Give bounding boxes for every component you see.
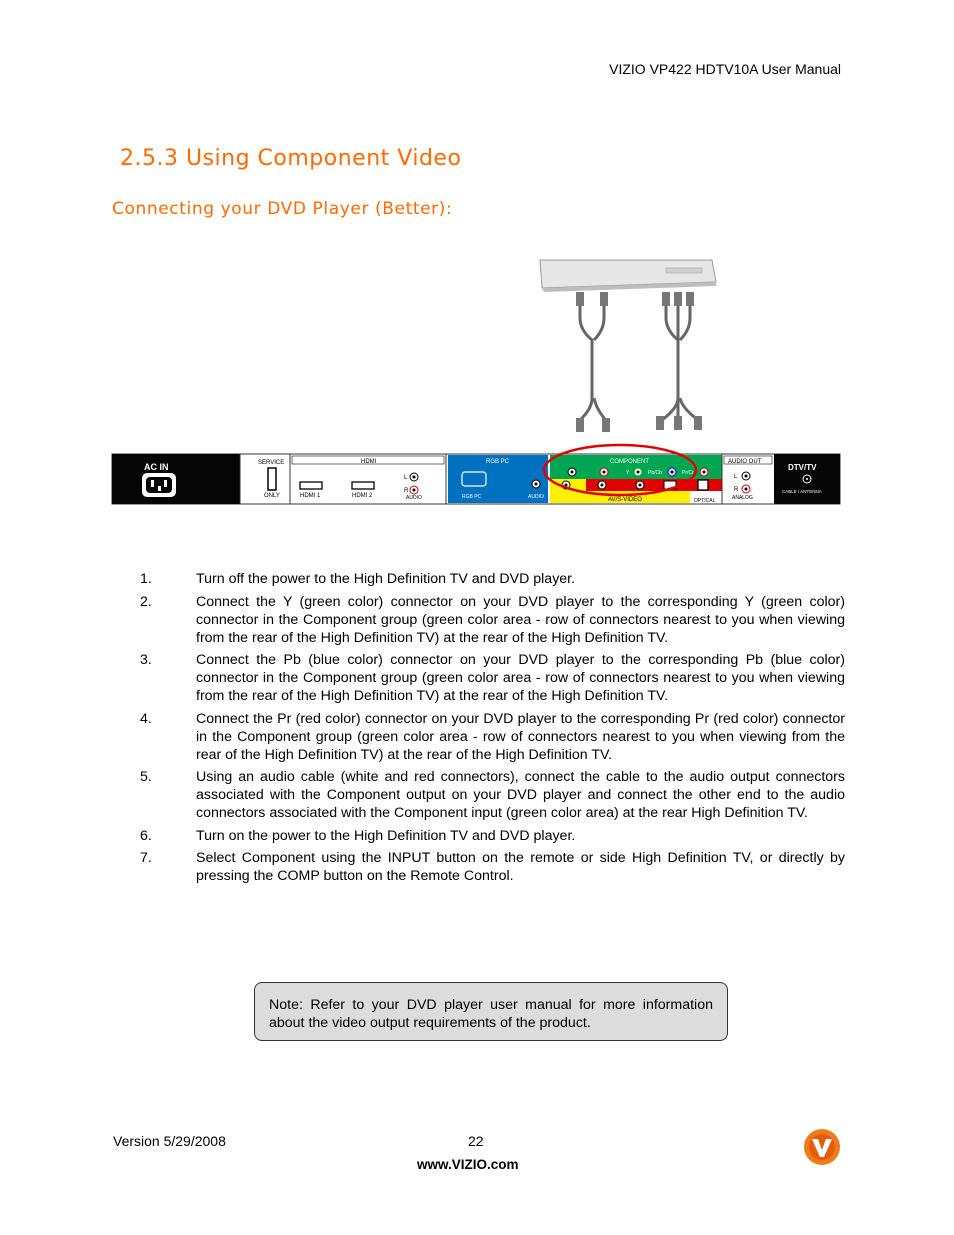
step-text: Turn off the power to the High Definition TV and DVD player.	[196, 571, 576, 587]
step-6	[140, 827, 845, 845]
hdmi2-label: HDMI 2	[352, 493, 373, 499]
step-text: Connect the Pb (blue color) connector on your DVD player to the corresponding Pb (blue color) connector in the Component group (green color area - row of connectors nearest to you when viewing from the rear of the High Definition TV) at the rear of the High Definition TV.	[196, 652, 845, 704]
audio-cable-illustration	[580, 296, 606, 426]
step-5	[140, 768, 845, 822]
rgb-pc-port-label: RGB PC	[462, 494, 482, 500]
hdmi-label: HDMI	[361, 459, 377, 465]
service-label: SERVICE	[258, 460, 285, 466]
component-label: COMPONENT	[610, 459, 649, 465]
vga-port-icon	[462, 472, 486, 486]
step-text: Using an audio cable (white and red connectors), connect the cable to the audio output connectors associated with the Component output on your DVD player and connect the other end to the audio connectors associated with the Component input (green color area) at the rear High Definition TV.	[196, 769, 845, 821]
step-4	[140, 710, 845, 764]
vizio-logo-icon	[803, 1128, 841, 1166]
connection-diagram	[110, 248, 842, 510]
footer-version: Version 5/29/2008	[113, 1133, 226, 1149]
cable-antenna-label: CABLE / ANTENNA	[782, 489, 822, 494]
step-number: 4.	[140, 710, 152, 727]
step-number: 6.	[140, 827, 152, 844]
step-text: Connect the Y (green color) connector on your DVD player to the corresponding Y (green color) connector in the Component group (green color area - row of connectors nearest to you when viewing from the rear of the High Definition TV) at the rear of the High Definition TV.	[196, 593, 845, 646]
hdmi1-label: HDMI 1	[300, 493, 321, 499]
service-port-icon	[268, 468, 276, 490]
component-y-label: Y	[626, 470, 630, 476]
step-number: 5.	[140, 769, 152, 785]
ac-in-label: AC IN	[144, 462, 169, 472]
step-7	[140, 849, 845, 885]
power-socket-icon	[142, 473, 176, 497]
page-number: 22	[468, 1133, 484, 1149]
hdmi-audio-label: AUDIO	[406, 495, 422, 501]
component-pr-label: Pr/Cr	[682, 470, 694, 476]
section-subtitle: Connecting your DVD Player (Better):	[112, 199, 453, 219]
component-pb-label: Pb/Cb	[648, 470, 662, 476]
section-title: 2.5.3 Using Component Video	[120, 146, 462, 171]
note-box	[254, 982, 728, 1041]
instruction-steps	[140, 570, 845, 890]
manual-title: VIZIO VP422 HDTV10A User Manual	[609, 61, 841, 77]
rgb-audio-label: AUDIO	[528, 494, 544, 500]
footer-url: www.VIZIO.com	[417, 1157, 519, 1172]
step-text: Select Component using the INPUT button on the remote or side High Definition TV, or directly by pressing the COMP button on the Remote Control.	[196, 850, 845, 884]
optical-port-icon	[698, 480, 708, 490]
step-number: 3.	[140, 652, 152, 668]
step-number: 7.	[140, 850, 152, 866]
step-1	[140, 570, 845, 588]
analog-label: ANALOG	[732, 495, 753, 501]
step-text: Connect the Pr (red color) connector on your DVD player to the corresponding Pr (red color) connector in the Component group (green color area - row of connectors nearest to you when viewing from the rear of the High Definition TV) at the rear of the High Definition TV.	[196, 710, 845, 763]
av-svideo-label: AV/S-VIDEO	[608, 497, 642, 503]
audio-out-r-label: R	[734, 487, 739, 493]
step-3	[140, 651, 845, 705]
tv-rear-panel	[112, 445, 840, 504]
audio-out-l-label: L	[734, 474, 738, 480]
component-cable-illustration	[662, 296, 698, 420]
rgb-pc-label: RGB PC	[486, 459, 510, 465]
step-text: Turn on the power to the High Definition TV and DVD player.	[196, 827, 576, 844]
hdmi2-port-icon	[352, 482, 374, 489]
dvd-player-illustration	[540, 260, 716, 292]
step-2	[140, 593, 845, 647]
service-only-label: ONLY	[264, 493, 280, 499]
dtv-tv-label: DTV/TV	[788, 463, 817, 472]
hdmi1-port-icon	[300, 482, 322, 489]
hdmi-audio-l-label: L	[404, 475, 408, 481]
note-text: Note: Refer to your DVD player user manual for more information about the video output requirements of the product.	[269, 997, 713, 1031]
hdmi-audio-r-label: R	[404, 488, 409, 494]
optical-label: OPTICAL	[694, 498, 716, 504]
step-number: 2.	[140, 593, 152, 610]
audio-out-label: AUDIO OUT	[728, 459, 762, 465]
step-number: 1.	[140, 571, 152, 587]
